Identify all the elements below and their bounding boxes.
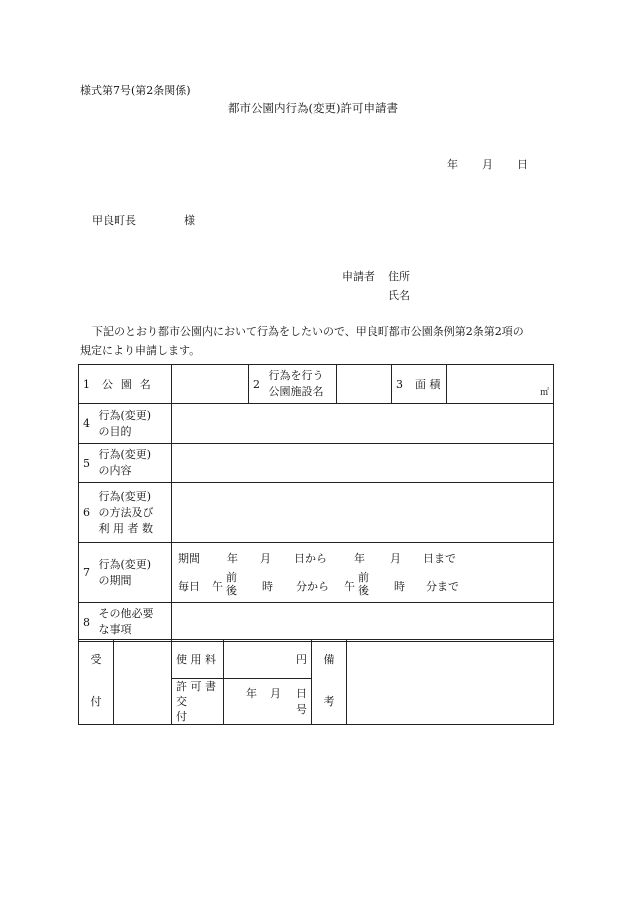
row-other [79,603,554,642]
period-start-ampm: 午 [212,580,223,593]
row-content [79,444,554,483]
fee-label: 使 用 料 [172,640,224,679]
permit-issue-label: 許 可 書 交 付 [172,679,224,725]
period-start-year: 年 [227,552,238,565]
permit-number-suffix: 号 [296,703,307,716]
method-label: 6 行為(変更) の方法及び 利 用 者 数 [79,483,172,543]
row-park-info [79,365,554,404]
permit-day: 日 [296,687,307,700]
period-start-ampm-options: 前 後 [226,571,237,597]
office-use-table [78,639,554,725]
park-name-field[interactable] [172,365,249,404]
remarks-label-bottom: 考 [312,679,347,725]
row-method [79,483,554,543]
form-number-label: 様式第7号(第2条関係) [80,84,191,97]
period-end-ampm: 午 [344,580,355,593]
method-field[interactable] [172,483,554,543]
purpose-label: 4 行為(変更) の目的 [79,404,172,444]
remarks-label-top: 備 [312,640,347,679]
period-end-minute: 分まで [426,580,459,593]
period-end-hour: 時 [394,580,405,593]
period-daily-label: 毎日 [178,580,200,593]
addressee-honorific: 様 [184,214,195,227]
period-end-day: 日まで [423,552,456,565]
row-period [79,543,554,603]
addressee-name: 甲良町長 [92,214,136,227]
facility-label: 2 行為を行う 公園施設名 [249,365,337,404]
purpose-field[interactable] [172,404,554,444]
period-term-label: 期間 [178,552,200,565]
content-field[interactable] [172,444,554,483]
page-title: 都市公園内行為(変更)許可申請書 [228,101,398,115]
date-year: 年 [447,158,458,171]
applicant-address-label: 住所 [388,270,410,283]
reception-field[interactable] [114,640,172,725]
area-field[interactable]: ㎡ [447,365,554,404]
permit-month: 月 [270,687,281,700]
intro-line-2: 規定により申請します。 [80,344,201,357]
reception-label-bottom: 付 [79,679,114,725]
facility-field[interactable] [337,365,392,404]
period-start-minute: 分から [296,580,329,593]
applicant-name-label: 氏名 [388,289,410,302]
park-name-label: 1 公 園 名 [79,365,172,404]
date-day: 日 [517,158,528,171]
other-label: 8 その他必要 な事項 [79,603,172,642]
date-month: 月 [482,158,493,171]
period-start-hour: 時 [262,580,273,593]
reception-label-top: 受 [79,640,114,679]
content-label: 5 行為(変更) の内容 [79,444,172,483]
permit-year: 年 [246,687,257,700]
period-field[interactable] [172,543,554,603]
permit-issue-field[interactable] [224,679,312,725]
remarks-field[interactable] [347,640,554,725]
other-field[interactable] [172,603,554,642]
period-start-day: 日から [294,552,327,565]
period-end-year: 年 [354,552,365,565]
period-label: 7 行為(変更) の期間 [79,543,172,603]
area-label: 3 面 積 [392,365,447,404]
application-table [78,364,554,642]
applicant-label: 申請者 [342,270,375,283]
period-end-month: 月 [390,552,401,565]
intro-line-1: 下記のとおり都市公園内において行為をしたいので、甲良町都市公園条例第2条第2項の [92,325,524,338]
period-start-month: 月 [260,552,271,565]
row-purpose [79,404,554,444]
fee-field[interactable]: 円 [224,640,312,679]
period-end-ampm-options: 前 後 [358,571,369,597]
